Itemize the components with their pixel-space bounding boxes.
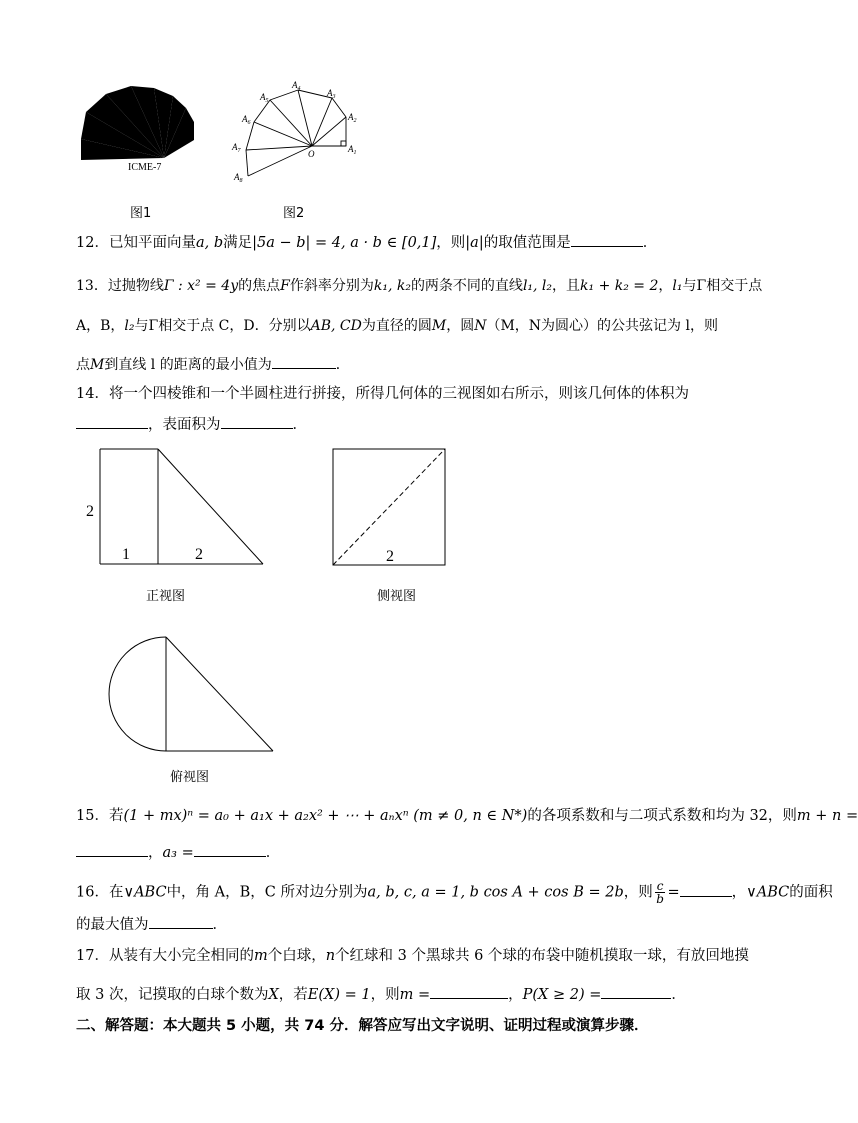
fraction-c-over-b: $\frac{c}{b}$ (656, 879, 664, 906)
svg-text:A1: $A_1$ (348, 144, 357, 156)
question-12: 12．已知平面向量a, b满足|5a − b| = 4, a · b ∈ [0,1]，则|a|的取值范围是 ． (76, 232, 726, 253)
section-2-title: 二、解答题：本大题共 5 小题，共 74 分．解答应写出文字说明、证明过程或演算步骤． (76, 1018, 649, 1034)
svg-text:A8: $A_8$ (234, 172, 243, 184)
svg-text:A6: $A_6$ (242, 114, 251, 126)
svg-text:A2: $A_2$ (348, 112, 357, 124)
answer-blank[interactable] (76, 842, 148, 857)
question-17-line-2: 取 3 次，记摸取的白球个数为X，若E(X) = 1，则m = ，P(X ≥ 2) = ． (76, 984, 726, 1005)
front-dim-height: 2 (86, 503, 94, 520)
svg-text:A5: $A_5$ (260, 92, 269, 104)
top-view (108, 636, 278, 754)
svg-text:A7: $A_7$ (232, 142, 241, 154)
front-dim-b: 2 (195, 546, 203, 563)
svg-text:A3: $A_3$ (327, 88, 336, 100)
figure-2-caption: 图2 (283, 206, 305, 221)
figure-2-spiral (226, 80, 366, 186)
answer-blank[interactable] (221, 414, 293, 429)
figure-1-icme7 (76, 82, 200, 182)
answer-blank[interactable] (76, 414, 148, 429)
answer-blank[interactable] (601, 984, 671, 999)
question-13-line-2: A，B，l₂与Γ相交于点 C，D．分别以AB, CD为直径的圆M，圆N（M，N为圆心）的公共弦记为 l，则 (76, 318, 718, 334)
answer-blank[interactable] (272, 354, 336, 369)
svg-text:A4: $A_4$ (292, 80, 301, 92)
front-view (80, 446, 270, 571)
front-view-caption: 正视图 (146, 589, 186, 604)
question-14-line-2: ，表面积为 ． (76, 414, 726, 435)
answer-blank[interactable] (571, 232, 643, 247)
question-16-line-1: 16．在∨ABC中，角 A，B，C 所对边分别为a, b, c, a = 1, b cos A + cos B = 2b，则 $\frac{c}{b}$ = ，∨ABC的面积 (76, 879, 833, 906)
side-view (330, 447, 448, 569)
figure-1-caption: 图1 (130, 206, 152, 221)
answer-blank[interactable] (194, 842, 266, 857)
question-17-line-1: 17．从装有大小完全相同的m个白球，n个红球和 3 个黑球共 6 个球的布袋中随机摸取一球，有放回地摸 (76, 948, 749, 964)
question-13-line-1: 13．过抛物线Γ : x² = 4y的焦点F作斜率分别为k₁, k₂的两条不同的直线l₁, l₂，且k₁ + k₂ = 2，l₁与Γ相交于点 (76, 278, 763, 294)
question-14-line-1: 14．将一个四棱锥和一个半圆柱进行拼接，所得几何体的三视图如右所示，则该几何体的体积为 (76, 386, 689, 402)
side-dim: 2 (386, 548, 394, 565)
front-dim-a: 1 (122, 546, 130, 563)
question-16-line-2: 的最大值为 ． (76, 914, 726, 935)
question-13-line-3: 点M到直线 l 的距离的最小值为 ． (76, 354, 726, 375)
top-view-caption: 俯视图 (170, 770, 210, 785)
answer-blank[interactable] (680, 882, 732, 897)
answer-blank[interactable] (149, 914, 213, 929)
question-15-line-2: ，a₃ = ． (76, 842, 726, 863)
side-view-caption: 侧视图 (377, 589, 417, 604)
answer-blank[interactable] (430, 984, 508, 999)
question-15-line-1: 15．若(1 + mx)ⁿ = a₀ + a₁x + a₂x² + ⋯ + aₙxⁿ (m ≠ 0, n ∈ N*)的各项系数和与二项式系数和均为 32，则m + n = (76, 808, 858, 824)
svg-text:O: O (308, 149, 315, 159)
fig1-label: ICME-7 (128, 162, 162, 173)
